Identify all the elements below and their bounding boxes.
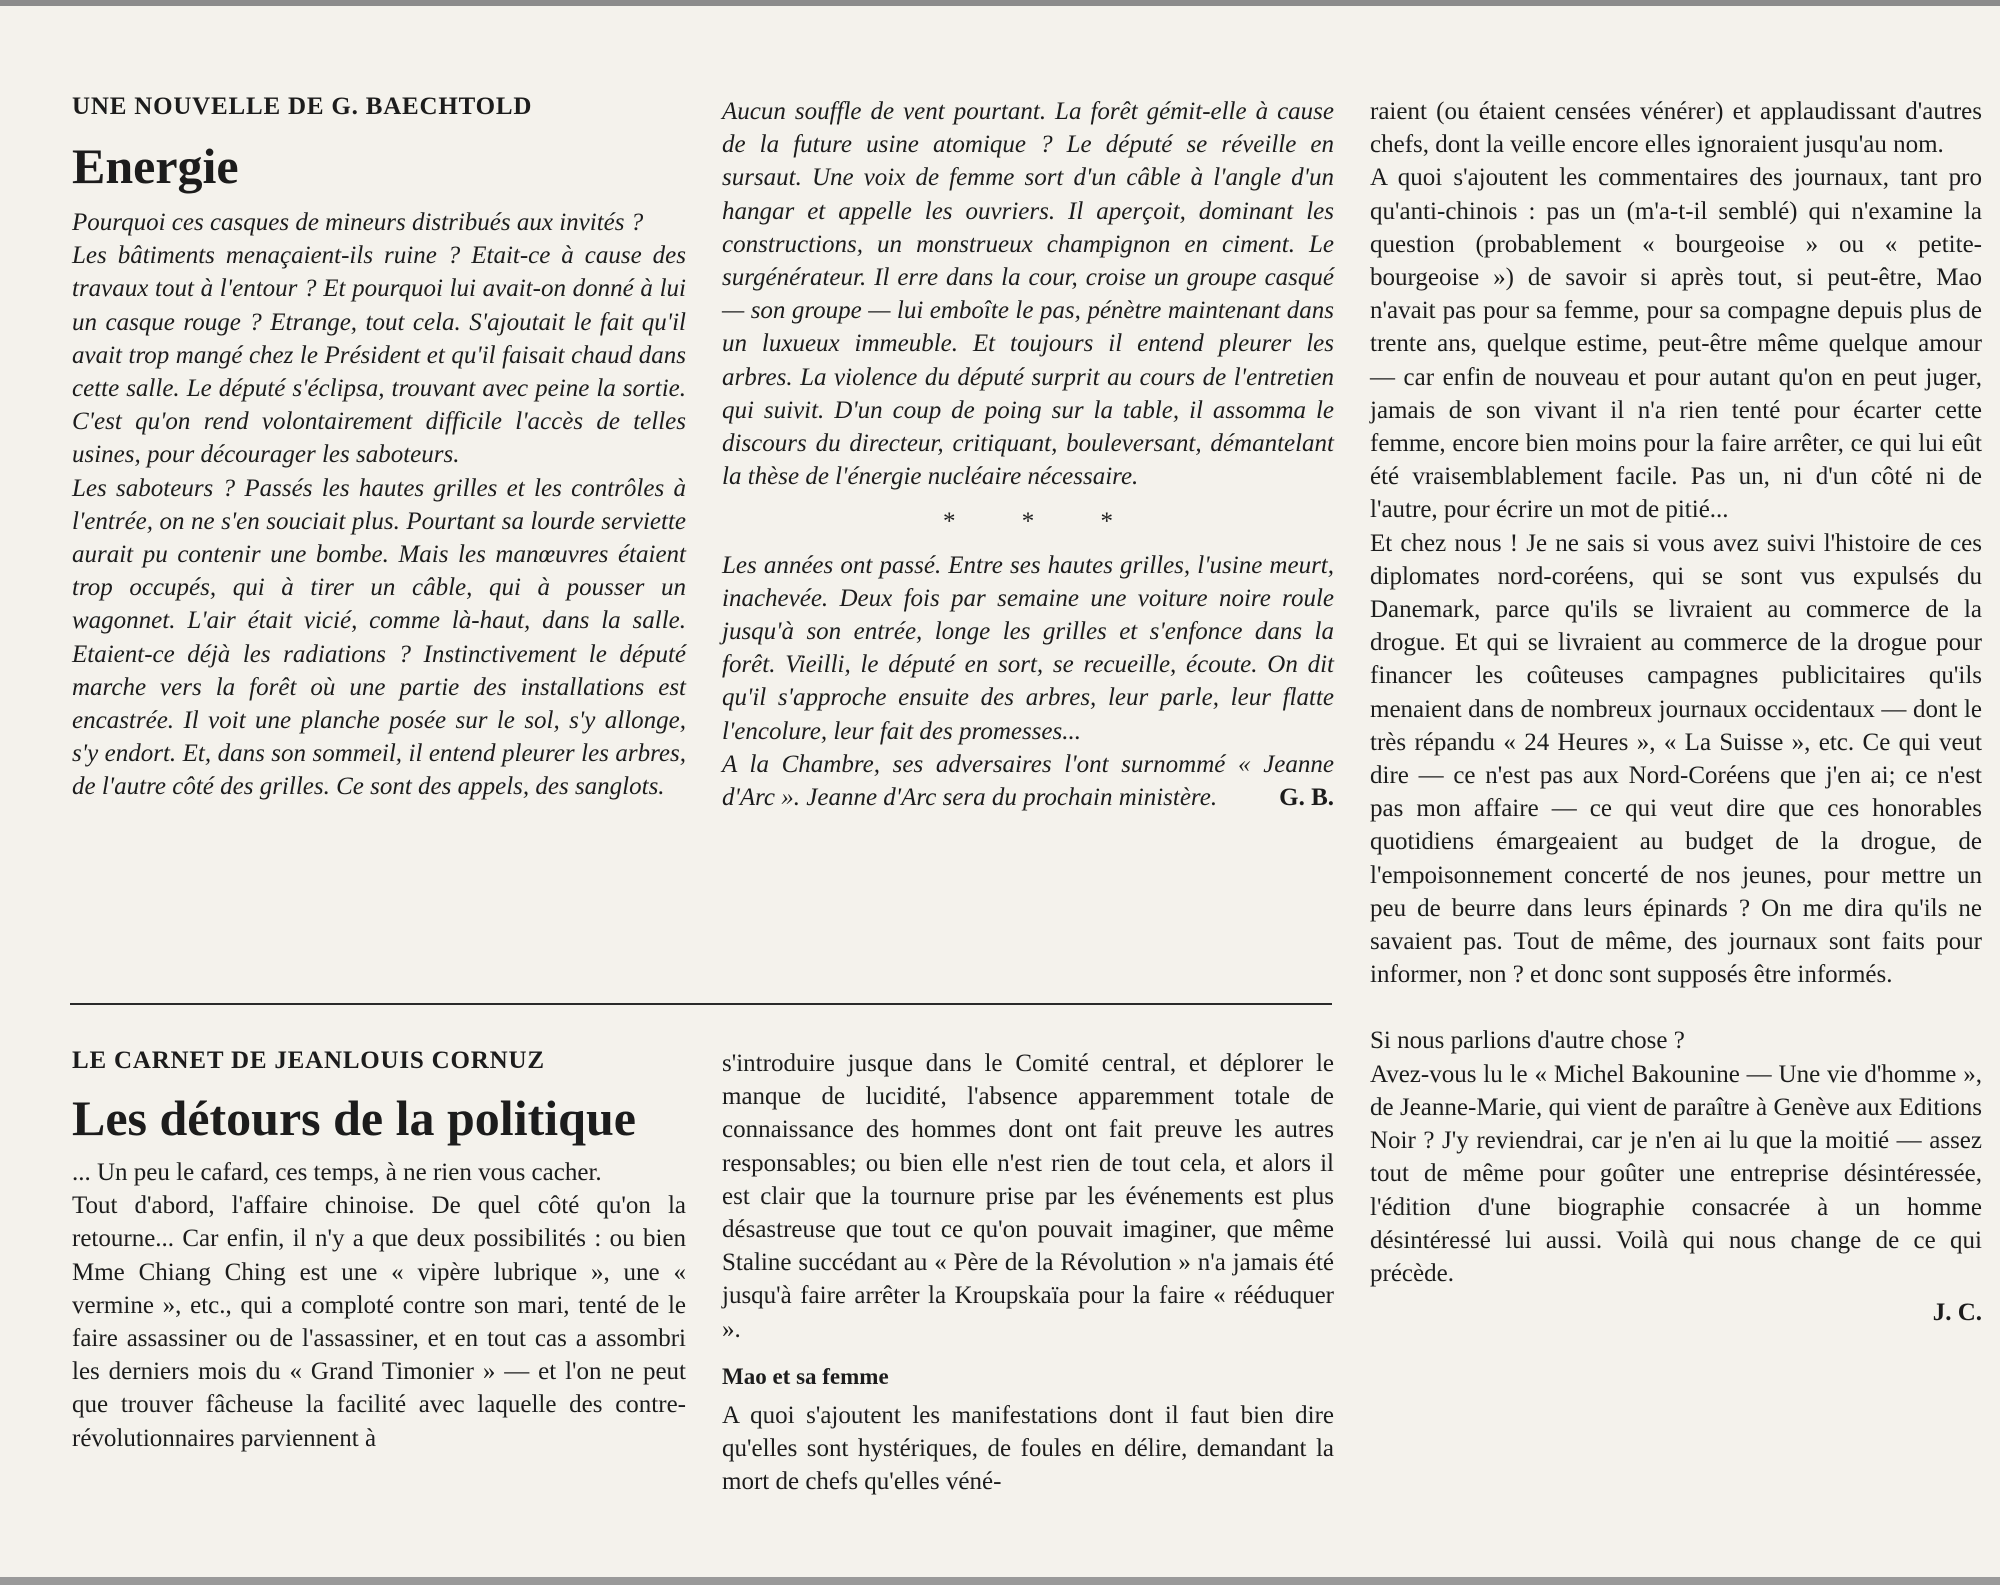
story2-signature: J. C. [1932, 1299, 1982, 1327]
paragraph: raient (ou étaient censées vénérer) et applaudissant d'autres chefs, dont la veille encore elles ignoraient jusqu'au nom. [1370, 98, 1982, 159]
paragraph: Les bâtiments menaçaient-ils ruine ? Etait-ce à cause des travaux tout à l'entour ? Et pourquoi lui avait-on donné à lui un casque rouge ? Etrange, tout cela. S'ajoutait le fait qu'il avait trop mangé chez le Président et qu'il faisait chaud dans cette salle. Le député s'éclipsa, trouvant avec peine la sortie. C'est qu'on rend volontairement difficile l'accès de telles usines, pour décourager les saboteurs. [72, 242, 686, 469]
paragraph: Les années ont passé. Entre ses hautes grilles, l'usine meurt, inachevée. Deux fois par semaine une voiture noire roule jusqu'à son entrée, longe les grilles et s'enfonce dans la forêt. Vieilli, le député en sort, se recueille, écoute. On dit qu'il s'approche ensuite des arbres, leur parle, leur flatte l'encolure, leur fait des promesses... [722, 551, 1334, 745]
page-bottom-edge [0, 1577, 2000, 1585]
story1-body-col2b [722, 549, 1334, 815]
story1-kicker: UNE NOUVELLE DE G. BAECHTOLD [72, 93, 533, 120]
paragraph: Tout d'abord, l'affaire chinoise. De quel côté qu'on la retourne... Car enfin, il n'y a que deux possibilités : ou bien Mme Chiang Ching est une « vipère lubrique », une « vermine », etc., qui a comploté contre son mari, tenté de le faire assassiner ou de l'assassiner, et en tout cas a assombri les derniers mois du « Grand Timonier » — et l'on ne peut que trouver fâcheuse la facilité avec laquelle des contre-révolutionnaires parviennent à [72, 1192, 686, 1452]
story2-kicker: LE CARNET DE JEANLOUIS CORNUZ [72, 1047, 545, 1074]
paragraph: Et chez nous ! Je ne sais si vous avez suivi l'histoire de ces diplomates nord-coréens, qui se sont vus expulsés du Danemark, parce qu'ils se livraient au commerce de la drogue. Et qui se livraient au commerce de la drogue pour financer les coûteuses campagnes publicitaires qu'ils menaient dans de nombreux journaux occidentaux — dont le très répandu « 24 Heures », « La Suisse », etc. Ce qui veut dire — ce n'est pas aux Nord-Coréens que j'en ai; ce n'est pas mon affaire — ce qui veut dire que ces honorables quotidiens émargeaient au budget de la drogue, de l'empoisonnement concerté de nos jeunes, pour mettre un peu de beurre dans leurs épinards ? On me dira qu'ils ne savaient pas. Tout de même, des journaux sont faits pour informer, non ? et donc sont supposés être informés. [1370, 529, 1982, 989]
paragraph: ... Un peu le cafard, ces temps, à ne rien vous cacher. [72, 1159, 602, 1186]
page-top-edge [0, 0, 2000, 6]
paragraph: s'introduire jusque dans le Comité central, et déplorer le manque de lucidité, l'absence apparemment totale de connaissance des hommes dont ont fait preuve les autres responsables; ou bien elle n'est rien de tout cela, et alors il est clair que la tournure prise par les événements est plus désastreuse que tout ce qu'on pouvait imaginer, que même Staline succédant au « Père de la Révolution » n'a jamais été jusqu'à faire arrêter la Kroupskaïa pour la faire « rééduquer ». [722, 1050, 1334, 1343]
story1-body-col2 [722, 95, 1334, 493]
paragraph: A la Chambre, ses adversaires l'ont surnommé « Jeanne d'Arc ». Jeanne d'Arc sera du prochain ministère. [722, 750, 1334, 812]
paragraph: Si nous parlions d'autre chose ? [1370, 1027, 1685, 1055]
story2-subheading: Mao et sa femme [722, 1363, 889, 1389]
horizontal-rule [70, 1003, 1332, 1005]
story1-title: Energie [72, 138, 239, 194]
story1-signature: G. B. [1279, 784, 1334, 812]
story1-body-col1 [72, 206, 686, 804]
paragraph: Les saboteurs ? Passés les hautes grilles et les contrôles à l'entrée, on ne s'en souciait plus. Pourtant sa lourde serviette aurait pu contenir une bombe. Mais les manœuvres étaient trop occupés, qui à tirer un câble, qui à pousser un wagonnet. L'air était vicié, comme là-haut, dans la salle. Etaient-ce déjà les radiations ? Instinctivement le député marche vers la forêt où une partie des installations est encastrée. Il voit une planche posée sur le sol, s'y allonge, s'y endort. Et, dans son sommeil, il entend pleurer les arbres, de l'autre côté des grilles. Ce sont des appels, des sanglots. [72, 474, 686, 801]
story2-column-1 [72, 1046, 686, 1455]
story2-title: Les détours de la politique [72, 1090, 636, 1146]
paragraph: Aucun souffle de vent pourtant. La forêt gémit-elle à cause de la future usine atomique ? Le député se réveille en sursaut. Une voix de femme sort d'un câble à l'angle d'un hangar et appelle les ouvriers. Il aperçoit, dominant les constructions, un monstrueux champignon en ciment. Le surgénérateur. Il erre dans la cour, croise un groupe casqué — son groupe — lui emboîte le pas, pénètre maintenant dans un luxueux immeuble. Et toujours il entend pleurer les arbres. La violence du député surprit au cours de l'entretien qui suivit. D'un coup de poing sur la table, il assomma le discours du directeur, critiquant, bouleversant, démantelant la thèse de l'énergie nucléaire nécessaire. [722, 98, 1334, 491]
story2-column-3 [1370, 95, 1982, 1329]
story1-column-2 [722, 95, 1334, 814]
story2-column-2 [722, 1047, 1334, 1499]
paragraph: A quoi s'ajoutent les commentaires des journaux, tant pro qu'anti-chinois : pas un (m'a-t-il semblé) qui n'examine la question (probablement « bourgeoise » ou « petite-bourgeoise ») de savoir si après tout, si peut-être, Mao n'avait pas pour sa femme, pour sa compagne depuis plus de trente ans, quelque estime, peut-être même quelque amour — car enfin de nouveau et pour autant qu'on en peut juger, jamais de son vivant il n'a rien tenté pour écarter cette femme, encore bien moins pour la faire arrêter, ce qui lui eût été vraisemblablement facile. Pas un, ni d'un côté ni de l'autre, pour écrire un mot de pitié... [1370, 164, 1982, 524]
section-separator: * * * [943, 508, 1143, 536]
paragraph: Avez-vous lu le « Michel Bakounine — Une vie d'homme », de Jeanne-Marie, qui vient de paraître à Genève aux Editions Noir ? J'y reviendrai, car je n'en ai lu que la moitié — assez tout de même pour goûter une entreprise désintéressée, l'édition d'une biographie consacrée à un homme désintéressé lui aussi. Voilà qui nous change de ce qui précède. [1370, 1060, 1982, 1287]
paragraph: A quoi s'ajoutent les manifestations dont il faut bien dire qu'elles sont hystériques, de foules en délire, demandant la mort de chefs qu'elles véné- [722, 1402, 1334, 1496]
paragraph: Pourquoi ces casques de mineurs distribués aux invités ? [72, 209, 644, 236]
story1-column-1 [72, 92, 686, 804]
